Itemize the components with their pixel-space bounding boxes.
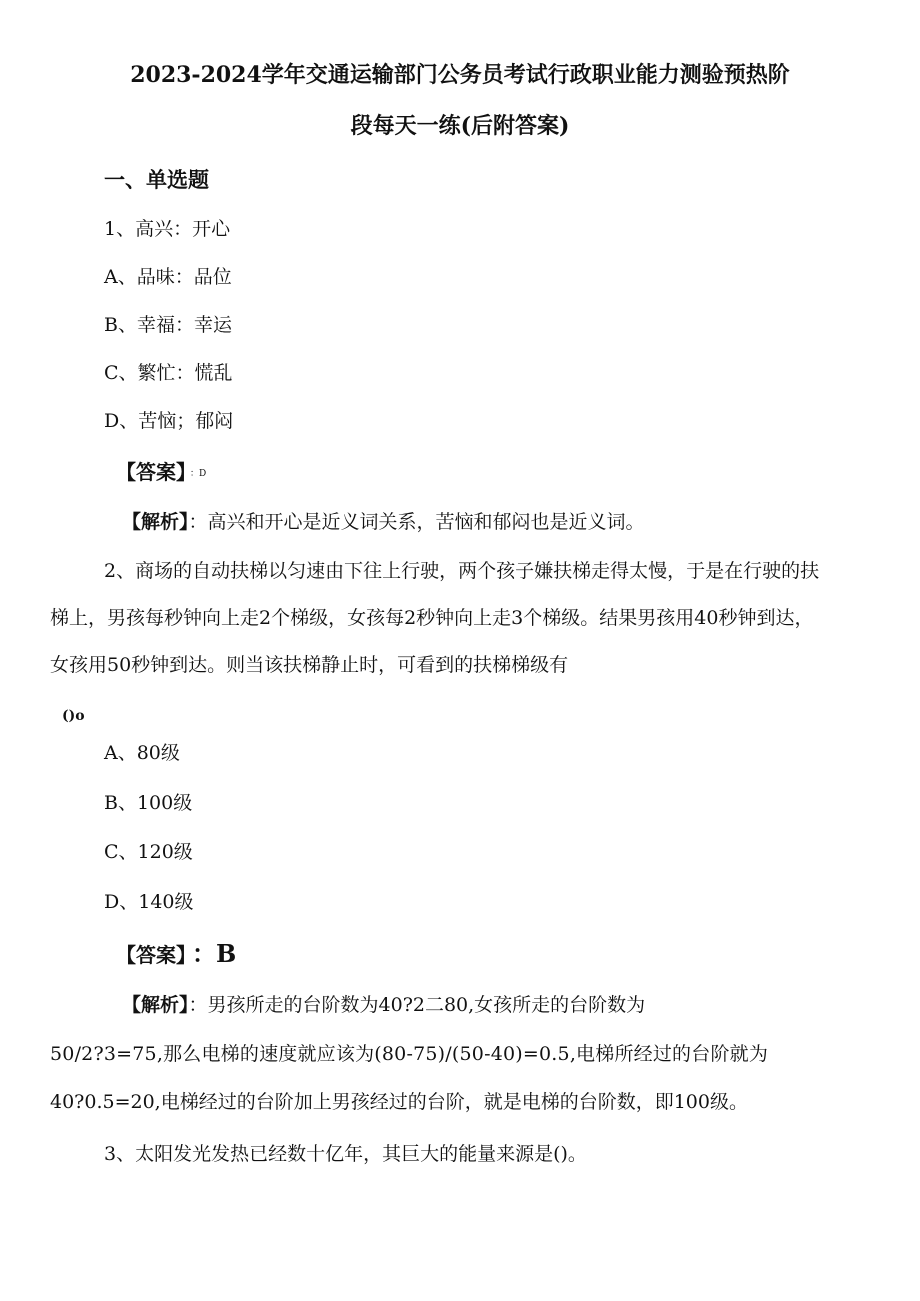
answer-label: 【答案】 (116, 460, 186, 484)
question-2-answer (116, 941, 236, 969)
question-2-option-a: A、80级 (104, 742, 180, 764)
document-title-line2: 段每天一练(后附答案) (350, 113, 570, 139)
analysis-text: ：男孩所走的台阶数为40?2二80,女孩所走的台阶数为 (188, 994, 646, 1016)
question-2-analysis-line2: 50/2?3=75,那么电梯的速度就应该为(80-75)/(50-40)=0.5,电梯所经过的台阶就为 (50, 1043, 769, 1065)
question-2-stem-line2: 梯上，男孩每秒钟向上走2个梯级，女孩每2秒钟向上走3个梯级。结果男孩用40秒钟到达， (50, 607, 814, 629)
answer-label: 【答案】 (116, 943, 186, 967)
document-title-line1: 2023-2024学年交通运输部门公务员考试行政职业能力测验预热阶 (130, 62, 790, 88)
question-1-option-d: D、苦恼；郁闷 (104, 410, 234, 432)
analysis-label: 【解析】 (122, 994, 189, 1016)
question-2-option-c: C、120级 (104, 841, 193, 863)
question-2-stem-tail: ()o (62, 708, 85, 724)
question-1-analysis (122, 509, 645, 535)
question-2-analysis-line1 (122, 992, 645, 1018)
question-2-option-b: B、100级 (104, 792, 193, 814)
analysis-text: ：高兴和开心是近义词关系，苦恼和郁闷也是近义词。 (188, 511, 645, 533)
analysis-label: 【解析】 (122, 511, 189, 533)
answer-value: ：D (190, 469, 207, 479)
answer-value: ：B (192, 939, 237, 968)
question-1-option-b: B、幸福：幸运 (104, 314, 232, 336)
question-1-option-a: A、品味：品位 (104, 266, 232, 288)
question-2-option-d: D、140级 (104, 891, 194, 913)
question-2-analysis-line3: 40?0.5=20,电梯经过的台阶加上男孩经过的台阶，就是电梯的台阶数，即100级。 (50, 1091, 748, 1113)
question-2-stem-line1: 2、商场的自动扶梯以匀速由下往上行驶，两个孩子嫌扶梯走得太慢，于是在行驶的扶 (104, 560, 820, 582)
question-1-answer (116, 459, 206, 487)
question-2-stem-line3: 女孩用50秒钟到达。则当该扶梯静止时，可看到的扶梯梯级有 (50, 654, 569, 676)
question-1-stem: 1、高兴：开心 (104, 218, 231, 240)
section-heading: 一、单选题 (104, 167, 209, 192)
question-1-option-c: C、繁忙：慌乱 (104, 362, 233, 384)
question-3-stem: 3、太阳发光发热已经数十亿年，其巨大的能量来源是()。 (104, 1143, 587, 1165)
